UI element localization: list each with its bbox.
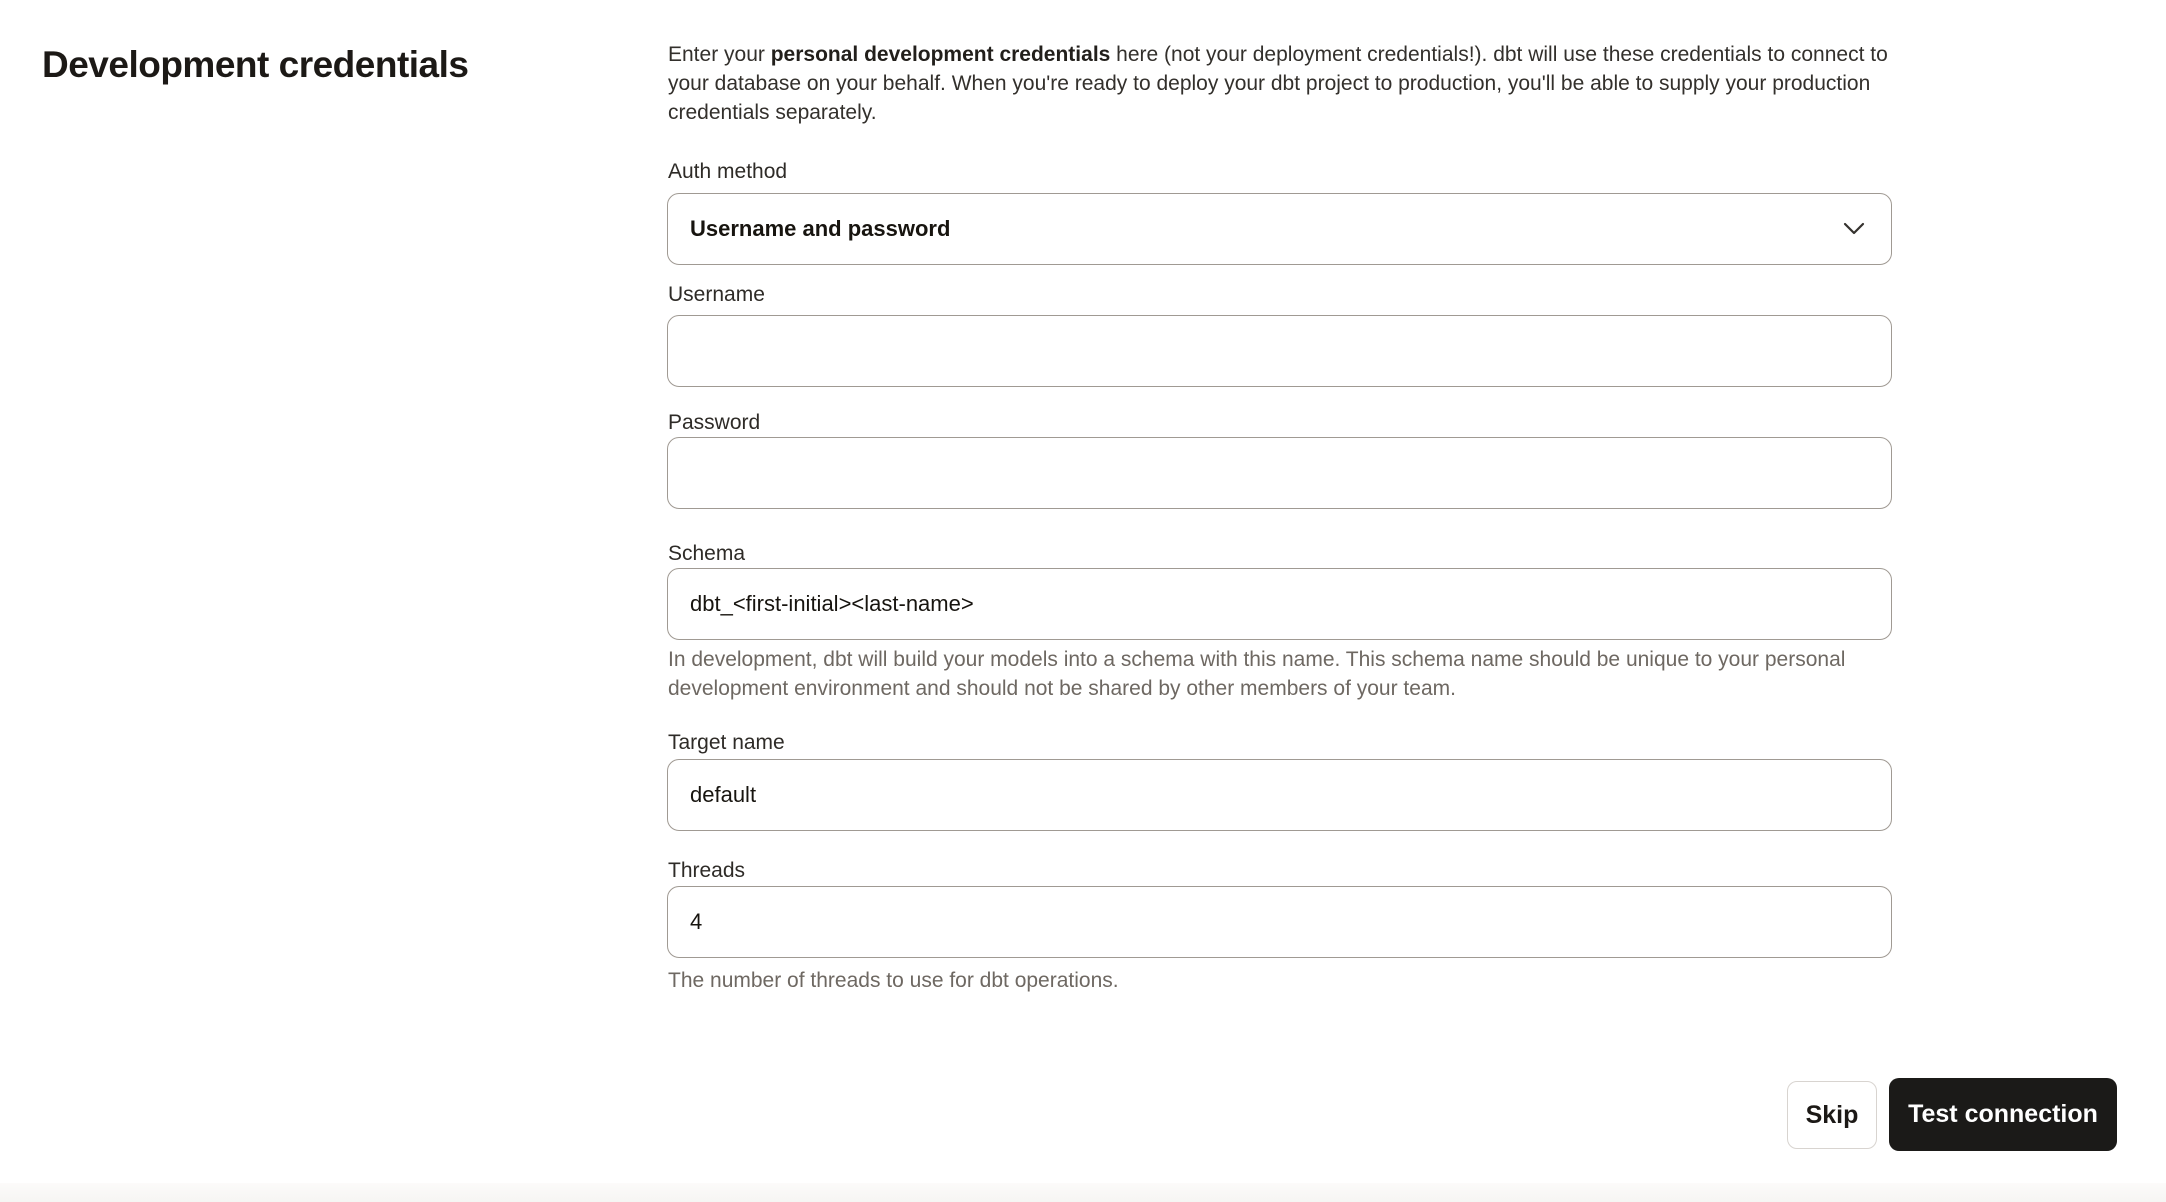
test-connection-button[interactable]: Test connection — [1889, 1078, 2117, 1151]
intro-bold: personal development credentials — [770, 43, 1111, 66]
threads-label: Threads — [668, 859, 746, 882]
bottom-page-edge — [0, 1183, 2166, 1202]
intro-text — [668, 40, 1900, 127]
auth-method-select[interactable] — [667, 193, 1892, 265]
password-input[interactable] — [667, 437, 1892, 509]
skip-button[interactable]: Skip — [1787, 1081, 1877, 1149]
auth-method-selected-value: Username and password — [690, 216, 951, 241]
schema-label: Schema — [668, 542, 746, 565]
password-label: Password — [668, 411, 761, 434]
username-input[interactable] — [667, 315, 1892, 387]
auth-method-label: Auth method — [668, 160, 788, 183]
intro-part1: Enter your — [668, 43, 771, 66]
intro-part2: here (not your deployment credentials!). dbt will use these credentials to connect to your database on your behalf. When you're ready to deploy your dbt project to production, you'll be able to supply your production credentials separately. — [668, 43, 1888, 124]
target-name-label: Target name — [668, 731, 785, 754]
threads-input[interactable] — [667, 886, 1892, 958]
threads-help-text: The number of threads to use for dbt operations. — [668, 969, 1119, 992]
username-label: Username — [668, 283, 765, 306]
chevron-down-icon — [1843, 222, 1865, 236]
schema-input[interactable] — [667, 568, 1892, 640]
schema-help-text: In development, dbt will build your models into a schema with this name. This schema name should be unique to your personal development environment and should not be shared by other members of your team. — [668, 648, 1846, 700]
target-name-input[interactable] — [667, 759, 1892, 831]
page-title: Development credentials — [42, 44, 469, 85]
